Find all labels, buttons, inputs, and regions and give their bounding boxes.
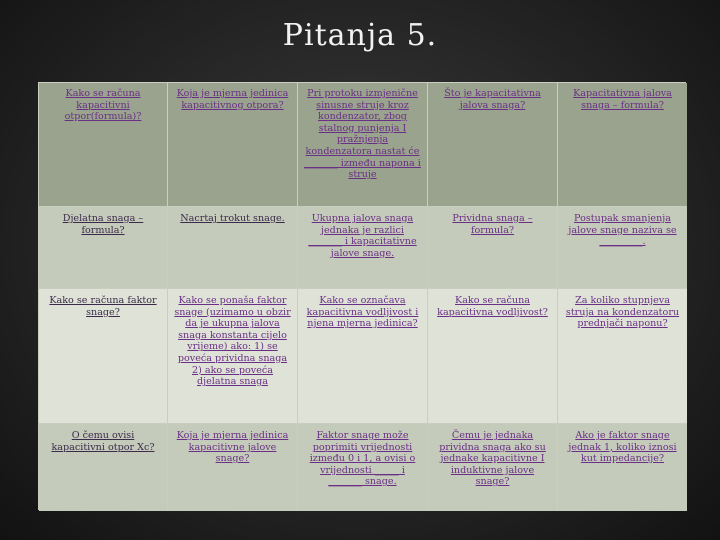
question-cell[interactable]: Kako se računa kapacitivni otpor(formula)? (39, 83, 168, 207)
question-cell[interactable]: Koja je mjerna jedinica kapacitivne jalove snage? (168, 424, 298, 511)
question-cell[interactable]: Pri protoku izmjenične sinusne struje kroz kondenzator, zbog stalnog punjenja I pražnjenja kondenzatora nastat će _______ između napona i struje (298, 83, 428, 207)
question-cell[interactable]: Kako se računa faktor snage? (39, 289, 168, 424)
question-cell[interactable]: Što je kapacitativna jalova snaga? (428, 83, 558, 207)
question-cell[interactable]: Postupak smanjenja jalove snage naziva se _________. (558, 207, 687, 289)
question-cell[interactable]: Kako se računa kapacitivna vodljivost? (428, 289, 558, 424)
questions-table (38, 82, 686, 510)
question-cell[interactable]: Ako je faktor snage jednak 1, koliko iznosi kut impedancije? (558, 424, 687, 511)
question-cell[interactable]: Kako se ponaša faktor snage (uzimamo u obzir da je ukupna jalova snaga konstanta cijelo vrijeme) ako: 1) se poveća prividna snaga 2) ako se poveća djelatna snaga (168, 289, 298, 424)
question-cell[interactable]: Djelatna snaga – formula? (39, 207, 168, 289)
question-cell[interactable]: Nacrtaj trokut snage. (168, 207, 298, 289)
page-title: Pitanja 5. (282, 18, 438, 53)
question-cell[interactable]: Kapacitativna jalova snaga – formula? (558, 83, 687, 207)
question-cell[interactable]: O čemu ovisi kapacitivni otpor Xc? (39, 424, 168, 511)
question-cell[interactable]: Čemu je jednaka prividna snaga ako su jednake kapacitivne I induktivne jalove snage? (428, 424, 558, 511)
question-cell[interactable]: Prividna snaga – formula? (428, 207, 558, 289)
question-cell[interactable]: Za koliko stupnjeva struja na kondenzatoru prednjači naponu? (558, 289, 687, 424)
question-cell[interactable]: Koja je mjerna jedinica kapacitivnog otpora? (168, 83, 298, 207)
question-cell[interactable]: Faktor snage može poprimiti vrijednosti između 0 i 1, a ovisi o vrijednosti _____ i _______ snage. (298, 424, 428, 511)
question-cell[interactable]: Ukupna jalova snaga jednaka je razlici _______ i kapacitativne jalove snage. (298, 207, 428, 289)
question-cell[interactable]: Kako se označava kapacitivna vodljivost i njena mjerna jedinica? (298, 289, 428, 424)
